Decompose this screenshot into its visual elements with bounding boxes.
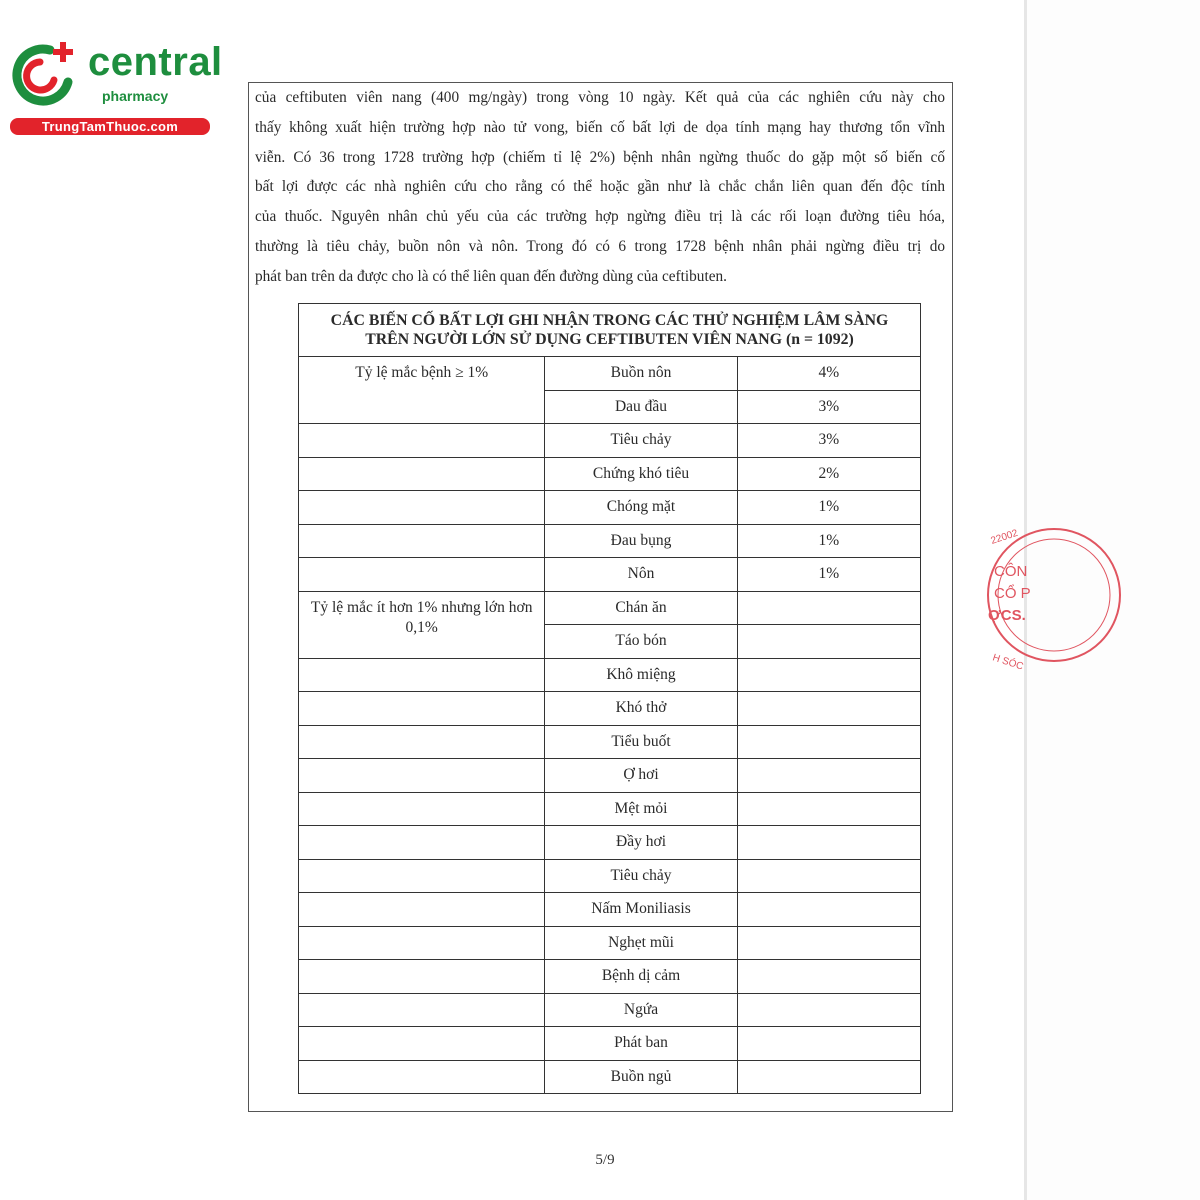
table-row [299, 424, 921, 458]
category-cell [299, 725, 545, 759]
paragraph-line: phát ban trên da được cho là có thể liên quan đến đường dùng của ceftibuten. [255, 267, 727, 285]
event-cell: Chứng khó tiêu [545, 457, 737, 491]
category-cell [299, 859, 545, 893]
paragraph-line: thường là tiêu chảy, buồn nôn và nôn. Trong đó có 6 trong 1728 bệnh nhân phải ngừng điều trị do [255, 237, 945, 255]
stamp-text: H SÓC [991, 652, 1025, 673]
event-cell: Tiêu chảy [545, 859, 737, 893]
stamp-text: CÔN [994, 563, 1028, 580]
paragraph-line: của thuốc. Nguyên nhân chủ yếu của các trường hợp ngừng điều trị là các rối loạn đường tiêu hóa, [255, 208, 945, 226]
category-cell [299, 993, 545, 1027]
pharmacy-cross-icon [10, 38, 80, 106]
table-row [299, 658, 921, 692]
event-cell: Nghẹt mũi [545, 926, 737, 960]
event-cell: Đau bụng [545, 524, 737, 558]
category-cell [299, 524, 545, 558]
page-number: 5/9 [595, 1152, 615, 1168]
table-row [299, 759, 921, 793]
category-cell [299, 759, 545, 793]
margin-area [1027, 0, 1200, 1200]
rate-cell: 1% [737, 524, 920, 558]
category-cell [299, 826, 545, 860]
event-cell: Tiêu chảy [545, 424, 737, 458]
paragraph-line: viễn. Có 36 trong 1728 trường hợp (chiếm tỉ lệ 2%) bệnh nhân ngừng thuốc do gặp một số biến cố [255, 148, 945, 166]
table-row [299, 591, 921, 625]
category-cell [299, 424, 545, 458]
table-row [299, 357, 921, 391]
logo-subtitle: pharmacy [102, 88, 169, 104]
event-cell: Ngứa [545, 993, 737, 1027]
event-cell: Phát ban [545, 1027, 737, 1061]
event-cell: Tiểu buốt [545, 725, 737, 759]
table-row [299, 859, 921, 893]
category-cell [299, 893, 545, 927]
rate-cell: 1% [737, 558, 920, 592]
rate-cell [737, 893, 920, 927]
category-cell [299, 558, 545, 592]
category-cell: Tỷ lệ mắc bệnh ≥ 1% [299, 357, 545, 424]
event-cell: Táo bón [545, 625, 737, 659]
stamp-text: CỔ P [994, 585, 1031, 602]
table-body [299, 357, 921, 1094]
rate-cell [737, 792, 920, 826]
table-row [299, 893, 921, 927]
table-row [299, 1027, 921, 1061]
rate-cell [737, 725, 920, 759]
table-row [299, 524, 921, 558]
rate-cell [737, 591, 920, 625]
table-row [299, 1060, 921, 1094]
rate-cell [737, 960, 920, 994]
rate-cell: 1% [737, 491, 920, 525]
rate-cell [737, 692, 920, 726]
table-row [299, 792, 921, 826]
category-cell [299, 658, 545, 692]
rate-cell [737, 859, 920, 893]
paragraph-line: thấy không xuất hiện trường hợp nào tử vong, biến cố bất lợi de dọa tính mạng hay thương tổn vĩnh [255, 118, 945, 136]
category-cell [299, 692, 545, 726]
category-cell [299, 491, 545, 525]
table-row [299, 725, 921, 759]
table-title-line1: CÁC BIẾN CỐ BẤT LỢI GHI NHẬN TRONG CÁC THỬ NGHIỆM LÂM SÀNG [330, 312, 889, 329]
event-cell: Khó thở [545, 692, 737, 726]
event-cell: Chán ăn [545, 591, 737, 625]
category-cell [299, 960, 545, 994]
stamp-text: 22002 [989, 527, 1020, 547]
rate-cell: 4% [737, 357, 920, 391]
category-cell [299, 926, 545, 960]
rate-cell [737, 1027, 920, 1061]
table-row [299, 692, 921, 726]
table-row [299, 826, 921, 860]
table-row [299, 491, 921, 525]
rate-cell [737, 826, 920, 860]
category-cell [299, 1027, 545, 1061]
rate-cell: 3% [737, 390, 920, 424]
rate-cell [737, 625, 920, 659]
event-cell: Buồn ngủ [545, 1060, 737, 1094]
table-row [299, 960, 921, 994]
category-cell: Tỷ lệ mắc ít hơn 1% nhưng lớn hơn 0,1% [299, 591, 545, 658]
event-cell: Buồn nôn [545, 357, 737, 391]
category-cell [299, 457, 545, 491]
table-title-line2: TRÊN NGƯỜI LỚN SỬ DỤNG CEFTIBUTEN VIÊN NANG (n = 1092) [365, 331, 854, 348]
table-row [299, 558, 921, 592]
central-pharmacy-logo[interactable] [10, 38, 223, 138]
category-cell [299, 1060, 545, 1094]
table-title [299, 304, 921, 357]
paragraph-line: của ceftibuten viên nang (400 mg/ngày) trong vòng 10 ngày. Kết quả của các nghiên cứu này cho [255, 89, 945, 106]
event-cell: Đầy hơi [545, 826, 737, 860]
table-row [299, 926, 921, 960]
event-cell: Khô miệng [545, 658, 737, 692]
rate-cell [737, 1060, 920, 1094]
rate-cell [737, 926, 920, 960]
body-paragraph [255, 83, 945, 292]
logo-name: central [88, 40, 223, 84]
event-cell: Ợ hơi [545, 759, 737, 793]
category-cell [299, 792, 545, 826]
event-cell: Nôn [545, 558, 737, 592]
event-cell: Chóng mặt [545, 491, 737, 525]
stamp-text: ỢCS. [988, 607, 1026, 624]
event-cell: Dau đầu [545, 390, 737, 424]
rate-cell [737, 759, 920, 793]
rate-cell [737, 658, 920, 692]
rate-cell [737, 993, 920, 1027]
adverse-events-table [298, 303, 921, 1094]
logo-url[interactable]: TrungTamThuoc.com [10, 118, 210, 135]
paragraph-line: bất lợi được các nhà nghiên cứu cho rằng có thể hoặc gần như là chắc chắn liên quan đến độc tính [255, 178, 945, 196]
rate-cell: 3% [737, 424, 920, 458]
rate-cell: 2% [737, 457, 920, 491]
event-cell: Nấm Moniliasis [545, 893, 737, 927]
company-stamp [986, 520, 1031, 673]
event-cell: Mệt mỏi [545, 792, 737, 826]
event-cell: Bệnh dị cảm [545, 960, 737, 994]
table-row [299, 457, 921, 491]
table-row [299, 993, 921, 1027]
